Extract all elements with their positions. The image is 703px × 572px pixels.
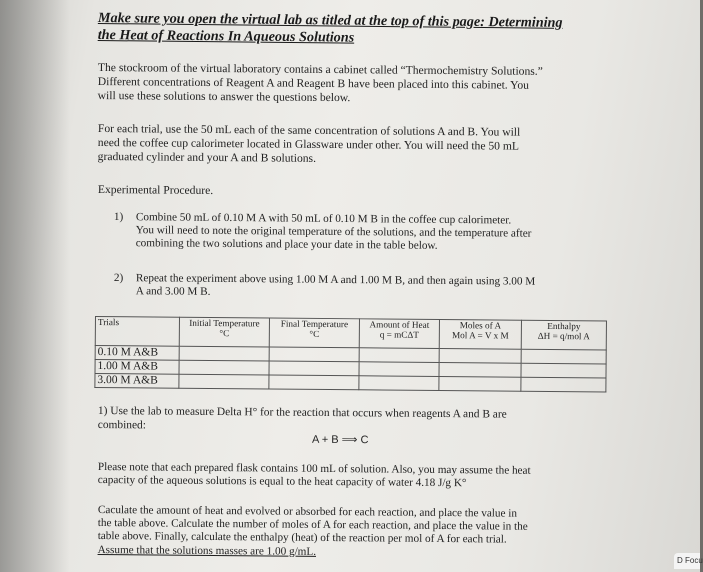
procedure-step-1 <box>114 211 604 254</box>
note-line-2: capacity of the aqueous solutions is equal to the heat capacity of water 4.18 J/g K° <box>97 474 467 490</box>
calc-line-4: Assume that the solutions masses are 1.00 g/mL. <box>97 543 317 558</box>
trial-line-2: need the coffee cup calorimeter located in Glassware under other. You will need the 50 mL <box>97 135 520 153</box>
heat-capacity-note <box>98 461 603 492</box>
trial-instructions-paragraph <box>98 122 598 168</box>
trial-line-1: For each trial, use the 50 mL each of the same concentration of solutions A and B. You will <box>97 122 521 139</box>
step-1-line-1: Combine 50 mL of 0.10 M A with 50 mL of 0.10 M B in the coffee cup calorimeter. <box>135 211 512 227</box>
intro-paragraph <box>98 61 598 107</box>
trial-label-cell: 3.00 M A&B <box>95 374 179 389</box>
question-1-line-2: combined: <box>97 418 146 432</box>
table-cell <box>439 349 521 364</box>
focus-badge[interactable]: D Focu <box>674 553 700 569</box>
step-2-line-2: A and 3.00 M B. <box>135 285 211 298</box>
table-cell <box>179 374 269 389</box>
column-header: Amount of Heat q = mCΔT <box>359 319 439 349</box>
intro-line-3: will use these solutions to answer the questions below. <box>97 88 351 104</box>
procedure-step-2 <box>114 272 604 302</box>
trial-line-3: graduated cylinder and your A and B solutions. <box>97 149 317 165</box>
calculation-instructions <box>98 504 603 561</box>
table-cell <box>269 347 359 362</box>
table-header-row <box>95 317 606 350</box>
page-shadow <box>0 0 70 572</box>
table-cell <box>359 376 439 391</box>
column-header: Trials <box>95 317 179 347</box>
title-line-1: Make sure you open the virtual lab as titled at the top of this page: Determining <box>97 10 563 31</box>
note-line-1: Please note that each prepared flask contains 100 mL of solution. Also, you may assume the heat <box>97 461 531 477</box>
procedure-heading: Experimental Procedure. <box>97 183 214 198</box>
table-cell <box>439 363 521 378</box>
table-cell <box>359 348 439 363</box>
calc-line-1: Caculate the amount of heat and evolved or absorbed for each reaction, and place the value in <box>97 504 518 520</box>
table-cell <box>359 362 439 377</box>
column-header: Enthalpy ΔH = q/mol A <box>521 320 606 350</box>
table-cell <box>179 346 269 361</box>
table-cell <box>179 360 269 375</box>
column-header: Final Temperature °C <box>269 318 359 348</box>
trial-label-cell: 1.00 M A&B <box>95 360 179 375</box>
step-1-line-2: You will need to note the original temperature of the solutions, and the temperature after <box>135 224 532 240</box>
column-header: Initial Temperature °C <box>179 317 269 347</box>
intro-line-1: The stockroom of the virtual laboratory contains a cabinet called “Thermochemistry Solutions.” <box>97 61 543 78</box>
table-cell <box>269 361 359 376</box>
trial-label-cell: 0.10 M A&B <box>95 346 179 361</box>
intro-line-2: Different concentrations of Reagent A and Reagent B have been placed into this cabinet. You <box>97 74 530 92</box>
calc-line-2: the table above. Calculate the number of moles of A for each reaction, and place the value in the <box>97 517 528 533</box>
step-2-line-1: Repeat the experiment above using 1.00 M A and 1.00 M B, and then again using 3.00 M <box>135 272 536 288</box>
table-cell <box>521 363 606 378</box>
column-header: Moles of A Mol A = V x M <box>439 320 521 350</box>
table-cell <box>439 377 521 392</box>
title-line-2: the Heat of Reactions In Aqueous Solutions <box>97 26 355 46</box>
table-cell <box>521 349 606 364</box>
reaction-equation: A + B ⟹ C <box>311 433 369 447</box>
results-table <box>94 316 607 392</box>
question-1-line-1: 1) Use the lab to measure Delta H° for the reaction that occurs when reagents A and B are <box>97 405 507 421</box>
table-cell <box>521 377 606 392</box>
step-1-line-3: combining the two solutions and place your date in the table below. <box>135 237 438 252</box>
step-number: 1) <box>113 211 124 224</box>
step-number: 2) <box>113 272 124 285</box>
calc-line-3: table above. Finally, calculate the enthalpy (heat) of the reaction per mol of A for each trial. <box>97 530 507 546</box>
table-cell <box>269 375 359 390</box>
page-title <box>98 10 608 49</box>
